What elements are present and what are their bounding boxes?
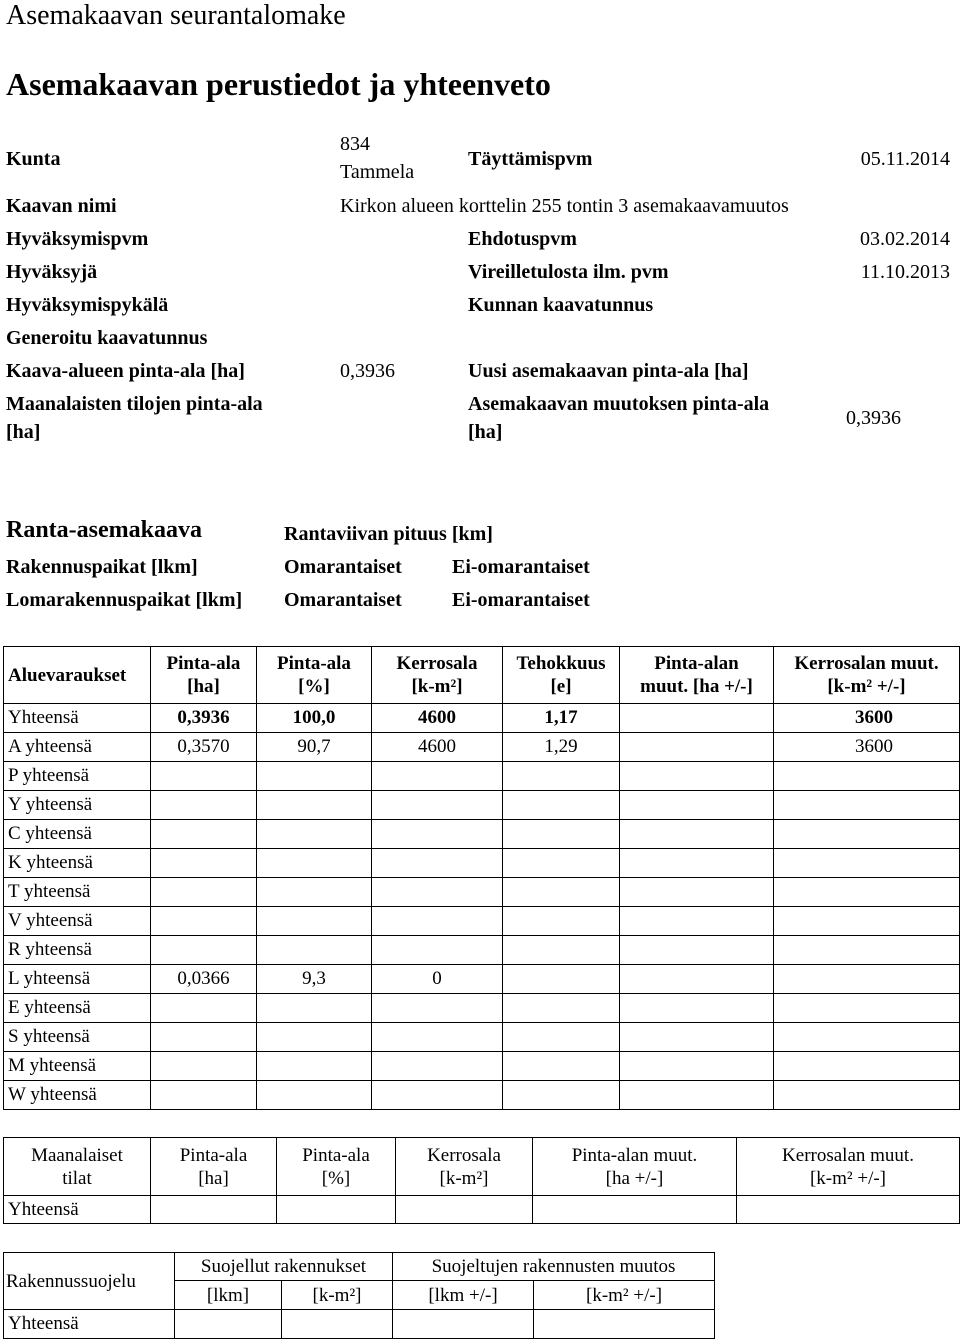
vireille-value: 11.10.2013 — [860, 261, 950, 283]
suojelu-total-row — [4, 1310, 715, 1339]
hyvaksyja-label: Hyväksyjä — [6, 261, 98, 283]
aluevaraukset-header-3 — [372, 647, 503, 704]
cell-ha — [151, 849, 257, 878]
cell-ka-muut — [774, 965, 960, 994]
header-line-2: tilat — [62, 1167, 92, 1189]
suojelu-group-2: Suojeltujen rakennusten muutos — [393, 1253, 715, 1281]
kaavan-nimi-label: Kaavan nimi — [6, 195, 117, 217]
table-row — [4, 1052, 960, 1081]
kunta-name: Tammela — [340, 161, 415, 183]
maanalaiset-table — [3, 1137, 960, 1224]
row-label: K yhteensä — [4, 849, 151, 878]
rantaviiva-label: Rantaviivan pituus [km] — [284, 523, 493, 545]
cell-pa-muut — [620, 1081, 774, 1110]
maanalaiset-header-2 — [277, 1138, 396, 1196]
row-label: A yhteensä — [4, 733, 151, 762]
cell-tehokkuus — [503, 1023, 620, 1052]
cell-ka-muut — [774, 762, 960, 791]
cell-pa-muut — [620, 820, 774, 849]
row-label: W yhteensä — [4, 1081, 151, 1110]
generoitu-kaavatunnus-label: Generoitu kaavatunnus — [6, 327, 208, 349]
cell-pa-muut — [620, 762, 774, 791]
ranta-title: Ranta-asemakaava — [6, 517, 202, 543]
suojelu-row-label: Rakennussuojelu — [4, 1253, 175, 1310]
maanalaiset-header-3 — [396, 1138, 533, 1196]
table-row — [4, 907, 960, 936]
cell-tehokkuus — [503, 1052, 620, 1081]
row-label: C yhteensä — [4, 820, 151, 849]
cell-kerrosala — [372, 1052, 503, 1081]
aluevaraukset-header-5 — [620, 647, 774, 704]
kaava-alue-label: Kaava-alueen pinta-ala [ha] — [6, 360, 245, 382]
empty-cell — [175, 1310, 282, 1339]
cell-ka-muut: 3600 — [774, 733, 960, 762]
row-label: Y yhteensä — [4, 791, 151, 820]
cell-ha — [151, 1052, 257, 1081]
cell-ha: 0,3570 — [151, 733, 257, 762]
row-label: L yhteensä — [4, 965, 151, 994]
rakennuspaikat-label: Rakennuspaikat [lkm] — [6, 556, 198, 578]
muutos-value: 0,3936 — [846, 407, 901, 429]
cell-ka-muut — [774, 791, 960, 820]
table-row — [4, 936, 960, 965]
kunnan-kaavatunnus-label: Kunnan kaavatunnus — [468, 294, 654, 316]
table-row — [4, 704, 960, 733]
row-label: Yhteensä — [4, 1196, 151, 1224]
table-row — [4, 965, 960, 994]
table-row — [4, 1081, 960, 1110]
cell-pct — [257, 791, 372, 820]
header-line-2: muut. [ha +/-] — [640, 676, 753, 697]
cell-ha — [151, 762, 257, 791]
row-label: M yhteensä — [4, 1052, 151, 1081]
tayttamispvm-value: 05.11.2014 — [860, 148, 950, 170]
cell-ha — [151, 820, 257, 849]
hyvaksymispykala-label: Hyväksymispykälä — [6, 294, 169, 316]
header-line-1: Kerrosala — [396, 653, 478, 674]
empty-cell — [151, 1196, 277, 1224]
muutos-label-2: [ha] — [468, 421, 503, 443]
row-label: E yhteensä — [4, 994, 151, 1023]
cell-pa-muut — [620, 907, 774, 936]
header-line-1: Kerrosalan muut. — [794, 653, 939, 674]
empty-cell — [533, 1196, 737, 1224]
cell-tehokkuus — [503, 1081, 620, 1110]
cell-pa-muut — [620, 1052, 774, 1081]
cell-pct — [257, 936, 372, 965]
cell-pct: 90,7 — [257, 733, 372, 762]
cell-kerrosala: 4600 — [372, 733, 503, 762]
row-label: T yhteensä — [4, 878, 151, 907]
cell-tehokkuus — [503, 965, 620, 994]
kaava-alue-value: 0,3936 — [340, 360, 395, 382]
cell-pct — [257, 762, 372, 791]
cell-pct: 9,3 — [257, 965, 372, 994]
header-line-1: Pinta-alan — [654, 653, 739, 674]
suojelu-table — [3, 1252, 715, 1339]
suojelu-subheader-3: [k-m² +/-] — [534, 1281, 715, 1310]
cell-ka-muut — [774, 849, 960, 878]
ehdotuspvm-label: Ehdotuspvm — [468, 228, 577, 250]
vireille-label: Vireilletulosta ilm. pvm — [468, 261, 669, 283]
empty-cell — [393, 1310, 534, 1339]
cell-ka-muut: 3600 — [774, 704, 960, 733]
cell-ka-muut — [774, 820, 960, 849]
empty-cell — [534, 1310, 715, 1339]
cell-ha — [151, 994, 257, 1023]
cell-pct — [257, 1081, 372, 1110]
uusi-pinta-ala-label: Uusi asemakaavan pinta-ala [ha] — [468, 360, 749, 382]
header-line-1: Tehokkuus — [516, 653, 606, 674]
suojelu-group-1: Suojellut rakennukset — [175, 1253, 393, 1281]
muutos-label-1: Asemakaavan muutoksen pinta-ala — [468, 393, 770, 415]
aluevaraukset-header-1 — [151, 647, 257, 704]
cell-pa-muut — [620, 733, 774, 762]
hyvaksymispvm-label: Hyväksymispvm — [6, 228, 149, 250]
cell-tehokkuus — [503, 762, 620, 791]
section-title: Asemakaavan perustiedot ja yhteenveto — [6, 66, 551, 102]
table-row — [4, 733, 960, 762]
aluevaraukset-header-row — [4, 647, 960, 704]
kunta-label: Kunta — [6, 148, 61, 170]
header-line-1: Pinta-ala — [277, 653, 351, 674]
header-line-1: Pinta-ala — [179, 1144, 248, 1166]
cell-pct — [257, 1023, 372, 1052]
header-line-2: [e] — [550, 676, 572, 697]
ehdotuspvm-value: 03.02.2014 — [860, 228, 950, 250]
cell-tehokkuus — [503, 849, 620, 878]
cell-ha — [151, 791, 257, 820]
cell-pct — [257, 878, 372, 907]
cell-tehokkuus: 1,17 — [503, 704, 620, 733]
empty-cell — [396, 1196, 533, 1224]
cell-ka-muut — [774, 936, 960, 965]
cell-ka-muut — [774, 1023, 960, 1052]
cell-pct: 100,0 — [257, 704, 372, 733]
aluevaraukset-header-0: Aluevaraukset — [4, 647, 151, 704]
cell-pa-muut — [620, 1023, 774, 1052]
suojelu-subheader-1: [k-m²] — [282, 1281, 393, 1310]
kunta-code: 834 — [340, 133, 370, 155]
cell-ka-muut — [774, 1052, 960, 1081]
header-line-1: Pinta-ala — [302, 1144, 370, 1166]
cell-ka-muut — [774, 1081, 960, 1110]
header-line-2: [ha] — [187, 676, 220, 697]
cell-pa-muut — [620, 994, 774, 1023]
header-line-1: Kerrosala — [427, 1144, 501, 1166]
cell-kerrosala — [372, 791, 503, 820]
row-label: V yhteensä — [4, 907, 151, 936]
header-line-2: [k-m² +/-] — [827, 676, 906, 697]
cell-tehokkuus — [503, 907, 620, 936]
aluevaraukset-table — [3, 646, 960, 1110]
empty-cell — [282, 1310, 393, 1339]
maanalaiset-header-5 — [737, 1138, 960, 1196]
row-label: S yhteensä — [4, 1023, 151, 1052]
cell-pa-muut — [620, 936, 774, 965]
header-line-1: Pinta-ala — [166, 653, 241, 674]
header-line-2: [ha +/-] — [605, 1167, 664, 1189]
header-line-1: Kerrosalan muut. — [782, 1144, 914, 1166]
maanalaiset-header-0 — [4, 1138, 151, 1196]
rakennuspaikat-omarantaiset: Omarantaiset — [284, 556, 402, 578]
loma-omarantaiset: Omarantaiset — [284, 589, 402, 611]
rakennuspaikat-ei-omarantaiset: Ei-omarantaiset — [452, 556, 590, 578]
table-row — [4, 791, 960, 820]
cell-ha: 0,0366 — [151, 965, 257, 994]
header-line-1: Maanalaiset — [31, 1144, 123, 1166]
header-line-1: Pinta-alan muut. — [571, 1144, 698, 1166]
maanalaiset-label-1: Maanalaisten tilojen pinta-ala — [6, 393, 263, 415]
cell-ha — [151, 1023, 257, 1052]
row-label: Yhteensä — [4, 1310, 175, 1339]
table-row — [4, 820, 960, 849]
tayttamispvm-label: Täyttämispvm — [468, 148, 593, 170]
cell-ha — [151, 907, 257, 936]
header-line-2: [k-m²] — [439, 1167, 489, 1189]
cell-kerrosala — [372, 762, 503, 791]
cell-kerrosala — [372, 1081, 503, 1110]
kaavan-nimi-value: Kirkon alueen korttelin 255 tontin 3 asemakaavamuutos — [340, 195, 789, 217]
aluevaraukset-header-4 — [503, 647, 620, 704]
header-line-2: [ha] — [198, 1167, 229, 1189]
row-label: R yhteensä — [4, 936, 151, 965]
cell-pa-muut — [620, 849, 774, 878]
loma-ei-omarantaiset: Ei-omarantaiset — [452, 589, 590, 611]
aluevaraukset-header-2 — [257, 647, 372, 704]
cell-tehokkuus — [503, 878, 620, 907]
cell-pa-muut — [620, 878, 774, 907]
cell-ha — [151, 878, 257, 907]
table-row — [4, 994, 960, 1023]
cell-kerrosala — [372, 994, 503, 1023]
header-line-2: [k-m² +/-] — [809, 1167, 887, 1189]
cell-pa-muut — [620, 965, 774, 994]
cell-ka-muut — [774, 907, 960, 936]
cell-tehokkuus — [503, 791, 620, 820]
cell-ha — [151, 936, 257, 965]
cell-tehokkuus — [503, 820, 620, 849]
lomarakennuspaikat-label: Lomarakennuspaikat [lkm] — [6, 589, 243, 611]
cell-ha — [151, 1081, 257, 1110]
cell-ka-muut — [774, 878, 960, 907]
cell-kerrosala — [372, 936, 503, 965]
maanalaiset-header-1 — [151, 1138, 277, 1196]
cell-tehokkuus — [503, 994, 620, 1023]
cell-kerrosala — [372, 849, 503, 878]
cell-kerrosala — [372, 878, 503, 907]
maanalaiset-total-row — [4, 1196, 960, 1224]
header-line-2: [k-m²] — [411, 676, 463, 697]
cell-tehokkuus: 1,29 — [503, 733, 620, 762]
suojelu-subheader-0: [lkm] — [175, 1281, 282, 1310]
cell-pct — [257, 849, 372, 878]
cell-ha: 0,3936 — [151, 704, 257, 733]
cell-tehokkuus — [503, 936, 620, 965]
maanalaiset-header-row — [4, 1138, 960, 1196]
maanalaiset-label-2: [ha] — [6, 421, 41, 443]
cell-kerrosala — [372, 820, 503, 849]
table-row — [4, 878, 960, 907]
header-line-2: [%] — [321, 1167, 351, 1189]
cell-pct — [257, 994, 372, 1023]
header-line-2: [%] — [298, 676, 330, 697]
cell-kerrosala — [372, 1023, 503, 1052]
cell-pa-muut — [620, 704, 774, 733]
cell-kerrosala — [372, 907, 503, 936]
maanalaiset-header-4 — [533, 1138, 737, 1196]
table-row — [4, 849, 960, 878]
aluevaraukset-header-6 — [774, 647, 960, 704]
cell-ka-muut — [774, 994, 960, 1023]
suojelu-subheader-2: [lkm +/-] — [393, 1281, 534, 1310]
table-row — [4, 762, 960, 791]
document-title: Asemakaavan seurantalomake — [6, 0, 346, 31]
cell-kerrosala: 0 — [372, 965, 503, 994]
cell-pct — [257, 907, 372, 936]
table-row — [4, 1023, 960, 1052]
cell-pct — [257, 1052, 372, 1081]
row-label: Yhteensä — [4, 704, 151, 733]
cell-pa-muut — [620, 791, 774, 820]
empty-cell — [277, 1196, 396, 1224]
row-label: P yhteensä — [4, 762, 151, 791]
cell-kerrosala: 4600 — [372, 704, 503, 733]
cell-pct — [257, 820, 372, 849]
empty-cell — [737, 1196, 960, 1224]
suojelu-header-row — [4, 1253, 715, 1281]
